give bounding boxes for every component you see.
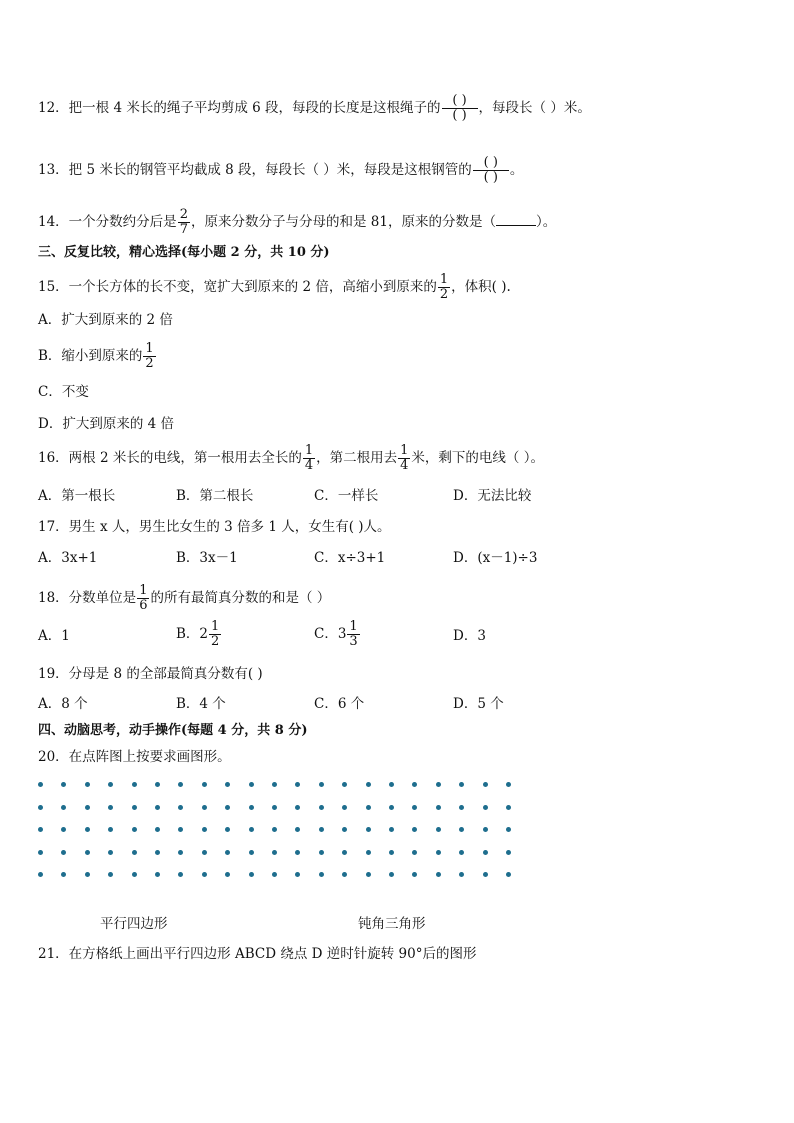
grid-dot[interactable]: [366, 827, 371, 832]
grid-dot[interactable]: [202, 782, 207, 787]
grid-dot[interactable]: [178, 872, 183, 877]
grid-dot[interactable]: [272, 850, 277, 855]
grid-dot[interactable]: [38, 805, 43, 810]
grid-dot[interactable]: [178, 782, 183, 787]
grid-dot[interactable]: [483, 850, 488, 855]
question-17: 17．男生 x 人，男生比女生的 3 倍多 1 人，女生有( )人。: [38, 519, 391, 535]
caption-obtuse-triangle: 钝角三角形: [358, 916, 426, 932]
grid-dot[interactable]: [295, 782, 300, 787]
grid-dot[interactable]: [295, 872, 300, 877]
question-12: 12．把一根 4 米长的绳子平均剪成 6 段，每段的长度是这根绳子的 $\frac{( )}{( )}$ ，每段长（ ）米。: [38, 93, 591, 123]
grid-dot[interactable]: [389, 782, 394, 787]
option-16-a[interactable]: A．第一根长: [38, 488, 116, 504]
grid-dot[interactable]: [61, 850, 66, 855]
grid-dot[interactable]: [155, 827, 160, 832]
grid-dot[interactable]: [132, 782, 137, 787]
section-3-heading: 三、反复比较，精心选择(每小题 2 分，共 10 分): [38, 245, 330, 260]
fraction: $\frac{1}{2}$: [211, 619, 220, 649]
fraction-blank[interactable]: $\frac{( )}{( )}$: [442, 94, 478, 123]
question-15: 15．一个长方体的长不变，宽扩大到原来的 2 倍，高缩小到原来的 $\frac{1}{2}$ ，体积( ).: [38, 272, 511, 302]
grid-dot[interactable]: [61, 872, 66, 877]
fraction: $\frac{1}{3}$: [349, 619, 358, 649]
option-19-b[interactable]: B．4 个: [176, 696, 226, 712]
grid-dot[interactable]: [436, 782, 441, 787]
grid-dot[interactable]: [389, 827, 394, 832]
grid-dot[interactable]: [225, 872, 230, 877]
grid-dot[interactable]: [108, 782, 113, 787]
grid-dot[interactable]: [225, 782, 230, 787]
fraction: $\frac{1}{4}$: [304, 443, 314, 473]
section-4-heading: 四、动脑思考，动手操作(每题 4 分，共 8 分): [38, 723, 308, 738]
grid-dot[interactable]: [132, 850, 137, 855]
grid-dot[interactable]: [85, 872, 90, 877]
grid-dot[interactable]: [85, 850, 90, 855]
dot-grid[interactable]: [30, 776, 530, 904]
grid-dot[interactable]: [366, 782, 371, 787]
grid-dot[interactable]: [272, 782, 277, 787]
grid-dot[interactable]: [155, 805, 160, 810]
question-20: 20．在点阵图上按要求画图形。: [38, 749, 231, 765]
grid-dot[interactable]: [38, 827, 43, 832]
grid-dot[interactable]: [389, 872, 394, 877]
question-16: 16．两根 2 米长的电线，第一根用去全长的 $\frac{1}{4}$ ，第二根用去 $\frac{1}{4}$ 米，剩下的电线（ ）。: [38, 443, 544, 473]
grid-dot[interactable]: [366, 850, 371, 855]
grid-dot[interactable]: [319, 805, 324, 810]
grid-dot[interactable]: [155, 872, 160, 877]
grid-dot[interactable]: [319, 872, 324, 877]
grid-dot[interactable]: [436, 872, 441, 877]
grid-dot[interactable]: [178, 827, 183, 832]
option-19-a[interactable]: A．8 个: [38, 696, 88, 712]
caption-parallelogram: 平行四边形: [100, 916, 168, 932]
grid-dot[interactable]: [178, 850, 183, 855]
option-15-d[interactable]: D．扩大到原来的 4 倍: [38, 416, 174, 432]
grid-dot[interactable]: [319, 827, 324, 832]
option-15-a[interactable]: A．扩大到原来的 2 倍: [38, 312, 173, 328]
grid-dot[interactable]: [319, 850, 324, 855]
fraction: $\frac{1}{6}$: [139, 583, 148, 613]
grid-dot[interactable]: [85, 782, 90, 787]
option-18-b[interactable]: B．2 $\frac{1}{2}$: [176, 619, 220, 649]
grid-dot[interactable]: [412, 827, 417, 832]
question-21: 21．在方格纸上画出平行四边形 ABCD 绕点 D 逆时针旋转 90°后的图形: [38, 946, 477, 962]
grid-dot[interactable]: [366, 805, 371, 810]
grid-dot[interactable]: [272, 805, 277, 810]
grid-dot[interactable]: [249, 805, 254, 810]
grid-dot[interactable]: [295, 850, 300, 855]
grid-dot[interactable]: [412, 805, 417, 810]
option-17-d[interactable]: D．(x－1)÷3: [453, 550, 538, 566]
grid-dot[interactable]: [85, 805, 90, 810]
grid-dot[interactable]: [295, 805, 300, 810]
grid-dot[interactable]: [155, 782, 160, 787]
fraction: $\frac{1}{2}$: [145, 341, 154, 371]
fraction: $\frac{1}{2}$: [439, 272, 449, 302]
fraction: $\frac{2}{7}$: [179, 207, 188, 237]
option-18-a[interactable]: A．1: [38, 628, 70, 644]
grid-dot[interactable]: [342, 850, 347, 855]
grid-dot[interactable]: [506, 782, 511, 787]
option-15-b[interactable]: B．缩小到原来的 $\frac{1}{2}$: [38, 341, 154, 371]
grid-dot[interactable]: [272, 872, 277, 877]
grid-dot[interactable]: [436, 805, 441, 810]
grid-dot[interactable]: [295, 827, 300, 832]
option-19-d[interactable]: D．5 个: [453, 696, 504, 712]
grid-dot[interactable]: [108, 805, 113, 810]
grid-dot[interactable]: [483, 872, 488, 877]
question-19: 19．分母是 8 的全部最简真分数有( ): [38, 666, 263, 682]
grid-dot[interactable]: [249, 872, 254, 877]
grid-dot[interactable]: [249, 850, 254, 855]
grid-dot[interactable]: [61, 805, 66, 810]
grid-dot[interactable]: [459, 827, 464, 832]
grid-dot[interactable]: [202, 872, 207, 877]
grid-dot[interactable]: [483, 782, 488, 787]
grid-dot[interactable]: [225, 827, 230, 832]
grid-dot[interactable]: [436, 827, 441, 832]
fraction: $\frac{1}{4}$: [400, 443, 409, 473]
grid-dot[interactable]: [132, 872, 137, 877]
grid-dot[interactable]: [319, 782, 324, 787]
question-14: 14．一个分数约分后是 $\frac{2}{7}$ ，原来分数分子与分母的和是 81，原来的分数是（ ）。: [38, 207, 557, 237]
grid-dot[interactable]: [38, 850, 43, 855]
grid-dot[interactable]: [389, 850, 394, 855]
option-16-b[interactable]: B．第二根长: [176, 488, 254, 504]
grid-dot[interactable]: [483, 805, 488, 810]
option-19-c[interactable]: C．6 个: [314, 696, 365, 712]
grid-dot[interactable]: [459, 872, 464, 877]
grid-dot[interactable]: [366, 872, 371, 877]
grid-dot[interactable]: [412, 872, 417, 877]
answer-blank[interactable]: [496, 211, 536, 226]
grid-dot[interactable]: [155, 850, 160, 855]
grid-dot[interactable]: [506, 827, 511, 832]
grid-dot[interactable]: [85, 827, 90, 832]
grid-dot[interactable]: [132, 805, 137, 810]
grid-dot[interactable]: [459, 805, 464, 810]
grid-dot[interactable]: [342, 782, 347, 787]
grid-dot[interactable]: [342, 805, 347, 810]
grid-dot[interactable]: [389, 805, 394, 810]
grid-dot[interactable]: [459, 850, 464, 855]
grid-dot[interactable]: [459, 782, 464, 787]
grid-dot[interactable]: [412, 782, 417, 787]
grid-dot[interactable]: [272, 827, 277, 832]
grid-dot[interactable]: [483, 827, 488, 832]
grid-dot[interactable]: [202, 850, 207, 855]
option-15-c[interactable]: C．不变: [38, 384, 89, 400]
grid-dot[interactable]: [61, 827, 66, 832]
grid-dot[interactable]: [225, 850, 230, 855]
fraction-blank[interactable]: $\frac{( )}{( )}$: [473, 156, 509, 185]
grid-dot[interactable]: [506, 872, 511, 877]
grid-dot[interactable]: [225, 805, 230, 810]
grid-dot[interactable]: [249, 782, 254, 787]
grid-dot[interactable]: [132, 827, 137, 832]
question-13: 13．把 5 米长的钢管平均截成 8 段，每段长（ ）米，每段是这根钢管的 $\frac{( )}{( )}$ 。: [38, 155, 524, 185]
grid-dot[interactable]: [249, 827, 254, 832]
grid-dot[interactable]: [38, 782, 43, 787]
grid-dot[interactable]: [108, 850, 113, 855]
question-18: 18．分数单位是 $\frac{1}{6}$ 的所有最简真分数的和是（ ）: [38, 583, 331, 613]
option-16-d[interactable]: D．无法比较: [453, 488, 532, 504]
grid-dot[interactable]: [178, 805, 183, 810]
option-17-b[interactable]: B．3x－1: [176, 550, 238, 566]
option-17-a[interactable]: A．3x+1: [38, 550, 98, 566]
grid-dot[interactable]: [108, 872, 113, 877]
option-16-c[interactable]: C．一样长: [314, 488, 379, 504]
grid-dot[interactable]: [506, 805, 511, 810]
grid-dot[interactable]: [202, 805, 207, 810]
grid-dot[interactable]: [38, 872, 43, 877]
grid-dot[interactable]: [202, 827, 207, 832]
grid-dot[interactable]: [342, 872, 347, 877]
grid-dot[interactable]: [342, 827, 347, 832]
grid-dot[interactable]: [108, 827, 113, 832]
option-17-c[interactable]: C．x÷3+1: [314, 550, 386, 566]
option-18-c[interactable]: C．3 $\frac{1}{3}$: [314, 619, 358, 649]
grid-dot[interactable]: [61, 782, 66, 787]
option-18-d[interactable]: D．3: [453, 628, 486, 644]
grid-dot[interactable]: [436, 850, 441, 855]
grid-dot[interactable]: [506, 850, 511, 855]
grid-dot[interactable]: [412, 850, 417, 855]
